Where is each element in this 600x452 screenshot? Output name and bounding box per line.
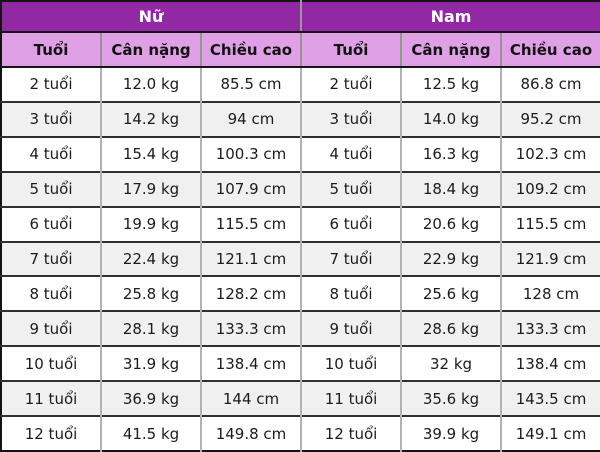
table-cell: 10 tuổi [1,346,101,381]
table-cell: 11 tuổi [301,381,401,416]
table-cell: 12.5 kg [401,67,501,102]
table-cell: 128 cm [501,276,600,311]
table-cell: 86.8 cm [501,67,600,102]
table-cell: 2 tuổi [301,67,401,102]
table-row [1,242,600,277]
table-cell: 102.3 cm [501,137,600,172]
table-cell: 149.8 cm [201,416,301,451]
table-cell: 143.5 cm [501,381,600,416]
table-row [1,137,600,172]
table-cell: 17.9 kg [101,172,201,207]
table-row [1,346,600,381]
table-cell: 14.2 kg [101,102,201,137]
table-cell: 41.5 kg [101,416,201,451]
table-row [1,207,600,242]
table-cell: 85.5 cm [201,67,301,102]
table-cell: 12 tuổi [301,416,401,451]
group-header-row [1,1,600,32]
table-row [1,381,600,416]
table-cell: 16.3 kg [401,137,501,172]
table-cell: 94 cm [201,102,301,137]
table-cell: 95.2 cm [501,102,600,137]
table-cell: 9 tuổi [301,311,401,346]
table-cell: 144 cm [201,381,301,416]
table-cell: 39.9 kg [401,416,501,451]
table-cell: 36.9 kg [101,381,201,416]
table-cell: 3 tuổi [301,102,401,137]
col-header-height-male: Chiều cao [501,32,600,67]
table-cell: 115.5 cm [201,207,301,242]
table-row [1,172,600,207]
col-header-weight-male: Cân nặng [401,32,501,67]
table-cell: 6 tuổi [301,207,401,242]
column-header-row [1,32,600,67]
table-cell: 35.6 kg [401,381,501,416]
table-cell: 15.4 kg [101,137,201,172]
table-cell: 133.3 cm [501,311,600,346]
table-cell: 138.4 cm [201,346,301,381]
table-cell: 3 tuổi [1,102,101,137]
table-body [1,67,600,451]
group-header-male: Nam [301,1,600,32]
col-header-height-female: Chiều cao [201,32,301,67]
table-cell: 11 tuổi [1,381,101,416]
table-cell: 28.6 kg [401,311,501,346]
table-cell: 14.0 kg [401,102,501,137]
table-cell: 19.9 kg [101,207,201,242]
table-cell: 100.3 cm [201,137,301,172]
table-cell: 22.4 kg [101,242,201,277]
table-cell: 121.9 cm [501,242,600,277]
group-header-female: Nữ [1,1,301,32]
table-row [1,67,600,102]
table-row [1,276,600,311]
table-cell: 149.1 cm [501,416,600,451]
table-cell: 22.9 kg [401,242,501,277]
table-cell: 25.8 kg [101,276,201,311]
table-cell: 12.0 kg [101,67,201,102]
table-cell: 20.6 kg [401,207,501,242]
col-header-age-male: Tuổi [301,32,401,67]
table-cell: 133.3 cm [201,311,301,346]
table-cell: 107.9 cm [201,172,301,207]
table-cell: 10 tuổi [301,346,401,381]
table-cell: 7 tuổi [1,242,101,277]
table-cell: 4 tuổi [1,137,101,172]
table-cell: 8 tuổi [1,276,101,311]
table-cell: 109.2 cm [501,172,600,207]
table-cell: 5 tuổi [1,172,101,207]
table-cell: 31.9 kg [101,346,201,381]
table-cell: 2 tuổi [1,67,101,102]
table-cell: 5 tuổi [301,172,401,207]
table-cell: 9 tuổi [1,311,101,346]
table-cell: 4 tuổi [301,137,401,172]
table-cell: 8 tuổi [301,276,401,311]
table-row [1,311,600,346]
table-cell: 18.4 kg [401,172,501,207]
col-header-age-female: Tuổi [1,32,101,67]
table-cell: 115.5 cm [501,207,600,242]
table-cell: 6 tuổi [1,207,101,242]
table-row [1,102,600,137]
table-row [1,416,600,451]
table-cell: 128.2 cm [201,276,301,311]
table-cell: 121.1 cm [201,242,301,277]
table-cell: 25.6 kg [401,276,501,311]
table-cell: 138.4 cm [501,346,600,381]
col-header-weight-female: Cân nặng [101,32,201,67]
table-cell: 32 kg [401,346,501,381]
table-cell: 7 tuổi [301,242,401,277]
table-cell: 12 tuổi [1,416,101,451]
table-cell: 28.1 kg [101,311,201,346]
